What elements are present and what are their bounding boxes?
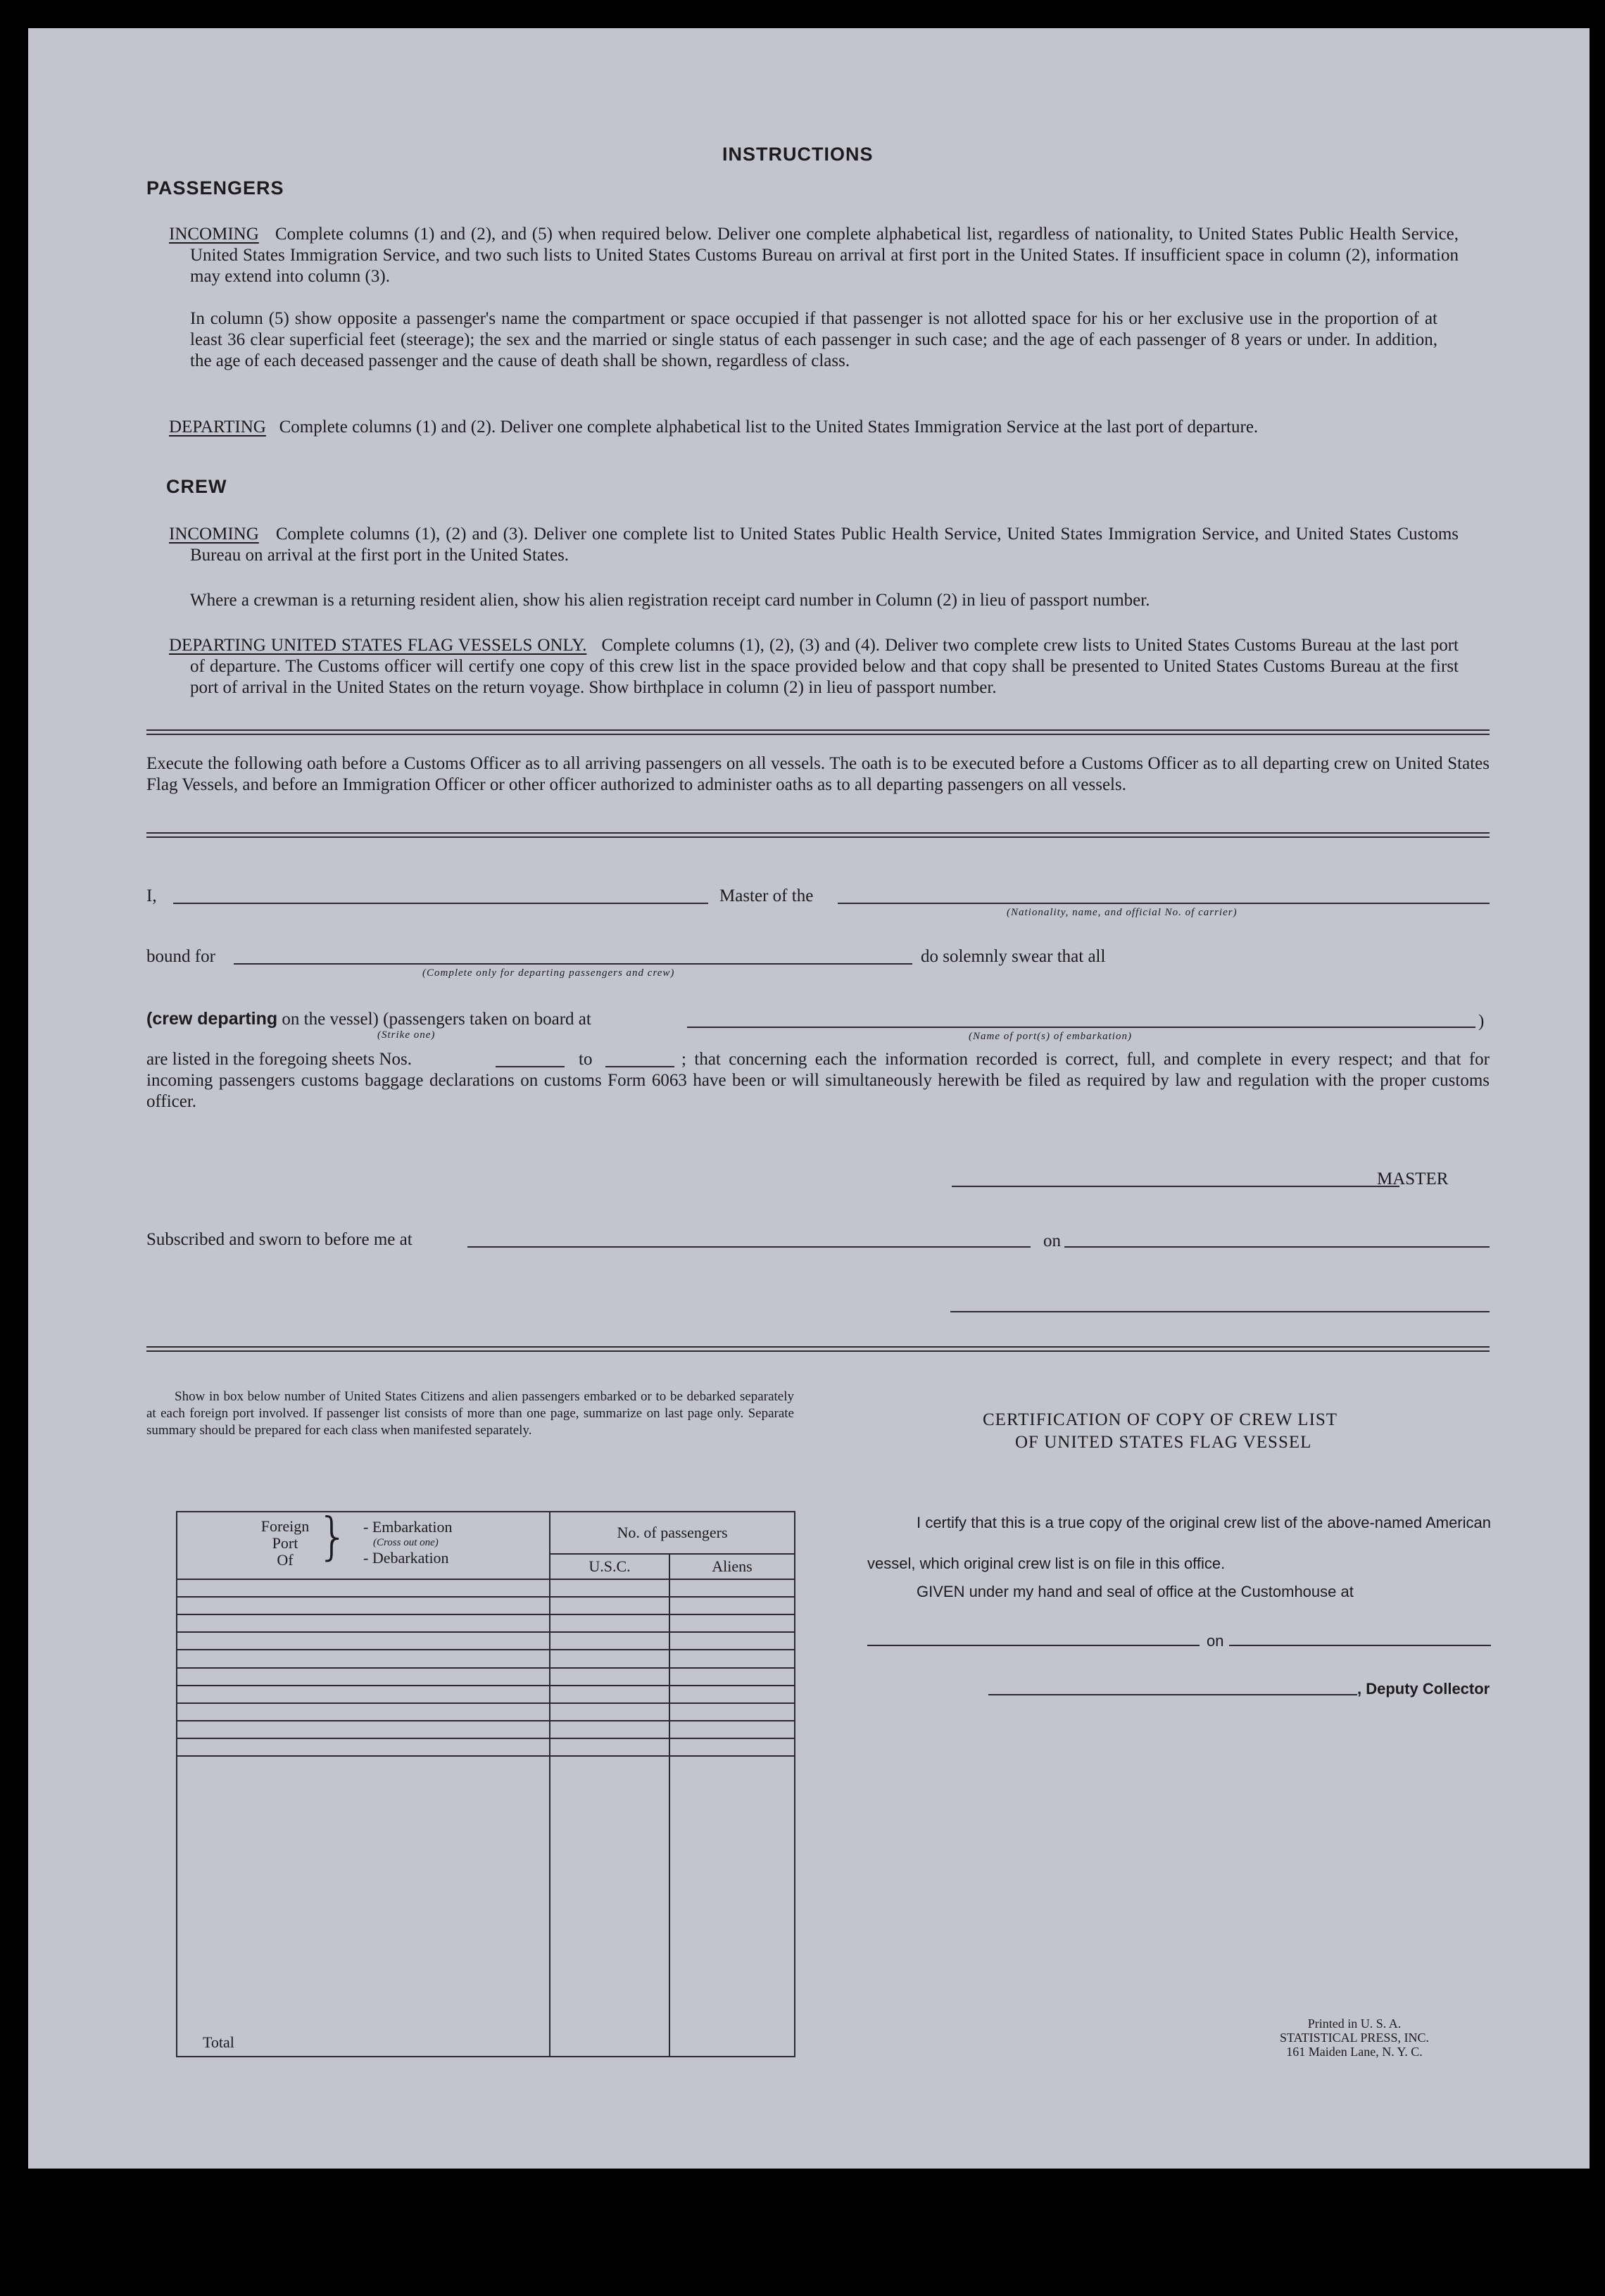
- cert-on-label: on: [1207, 1632, 1224, 1650]
- embarkation-label: - Embarkation: [363, 1518, 453, 1536]
- table-row[interactable]: [177, 1721, 795, 1738]
- deputy-collector-label: , Deputy Collector: [1357, 1680, 1490, 1698]
- table-header-row: [177, 1512, 795, 1554]
- certification-title-1: CERTIFICATION OF COPY OF CREW LIST: [983, 1410, 1338, 1429]
- table-total-row[interactable]: [177, 1756, 795, 2057]
- passengers-incoming-paragraph: [169, 224, 1459, 287]
- master-signature-line[interactable]: [952, 1186, 1399, 1187]
- crew-departing-paragraph: [169, 635, 1459, 698]
- passengers-heading: PASSENGERS: [146, 177, 284, 199]
- customhouse-line[interactable]: [867, 1645, 1200, 1646]
- printer-imprint: [1253, 2016, 1456, 2059]
- summary-note: Show in box below number of United States Citizens and alien passengers embarked or to be debarked separately at each foreign port involved. If passenger list consists of more than one page, summarize on last page only. Separate summary should be prepared for each class when manifested separately.: [146, 1389, 794, 1438]
- oath-intro: Execute the following oath before a Customs Officer as to all arriving passengers on all vessels. The oath is to be executed before a Customs Officer as to all departing crew on United States Flag Vessels, and before an Immigration Officer or other officer authorized to administer oaths as to all departing passengers on all vessels.: [146, 754, 1490, 794]
- divider: [146, 832, 1490, 838]
- table-row[interactable]: [177, 1597, 795, 1614]
- sworn-place-line[interactable]: [467, 1246, 1031, 1248]
- passengers-departing-text: Complete columns (1) and (2). Deliver one complete alphabetical list to the United States Immigration Service at the last port of departure.: [279, 418, 1259, 437]
- cert-date-line[interactable]: [1229, 1645, 1491, 1646]
- sworn-on-label: on: [1043, 1231, 1061, 1250]
- table-row[interactable]: [177, 1614, 795, 1632]
- foreign-port-header: [177, 1507, 550, 1579]
- officer-signature-line[interactable]: [950, 1311, 1490, 1312]
- crew-passengers-line: [146, 1008, 591, 1030]
- table-row[interactable]: [177, 1668, 795, 1686]
- given-text: GIVEN under my hand and seal of office at the Customhouse at: [917, 1583, 1354, 1600]
- carrier-line[interactable]: [838, 903, 1490, 904]
- divider: [146, 729, 1490, 735]
- crew-departing-option: (crew departing: [146, 1009, 278, 1029]
- cross-out-caption: (Cross out one): [373, 1537, 439, 1548]
- foreign-label: Foreign: [260, 1517, 310, 1535]
- certification-title-2: OF UNITED STATES FLAG VESSEL: [1015, 1433, 1312, 1452]
- crew-heading: CREW: [166, 476, 227, 497]
- passengers-incoming-label: INCOMING: [169, 225, 259, 244]
- printer-line-1: Printed in U. S. A.: [1307, 2016, 1402, 2031]
- listed-to-label: to: [579, 1050, 593, 1069]
- oath-i-label: I,: [146, 886, 157, 905]
- crew-departing-label: DEPARTING UNITED STATES FLAG VESSELS ONLY.: [169, 636, 587, 655]
- table-row[interactable]: [177, 1650, 795, 1667]
- crew-incoming-paragraph: [169, 524, 1459, 566]
- form-sheet: [28, 28, 1590, 2169]
- crew-incoming-label: INCOMING: [169, 525, 259, 544]
- of-label: Of: [277, 1551, 294, 1569]
- printer-line-2: STATISTICAL PRESS, INC.: [1280, 2031, 1429, 2045]
- passenger-summary-table: [176, 1507, 795, 2057]
- passengers-departing-paragraph: [169, 417, 1459, 438]
- carrier-caption: (Nationality, name, and official No. of carrier): [1007, 907, 1238, 918]
- table-row[interactable]: [177, 1579, 795, 1597]
- table-row[interactable]: [177, 1703, 795, 1721]
- aliens-header: Aliens: [669, 1554, 795, 1579]
- bound-for-line[interactable]: [234, 963, 912, 965]
- debarkation-label: - Debarkation: [363, 1549, 449, 1567]
- crew-departing-text: Complete columns (1), (2), (3) and (4). Deliver two complete crew lists to United States Customs Bureau at the last port of departure. The Customs officer will certify one copy of this crew list in the space provided below and that copy shall be presented to United States Customs Bureau at the first port of arrival in the United States on the return voyage. Show birthplace in column (2) in lieu of passport number.: [190, 636, 1459, 697]
- table-row[interactable]: [177, 1686, 795, 1703]
- passengers-incoming-text: Complete columns (1) and (2), and (5) when required below. Deliver one complete alphabetical list, regardless of nationality, to United States Public Health Service, United States Immigration Service, and two such lists to United States Customs Bureau on arrival at first port in the United States. If insufficient space in column (2), information may extend into column (3).: [190, 225, 1459, 286]
- bound-for-caption: (Complete only for departing passengers and crew): [422, 967, 675, 979]
- usc-header: U.S.C.: [550, 1554, 669, 1579]
- close-paren: ): [1478, 1012, 1485, 1031]
- strike-one-caption: (Strike one): [377, 1029, 436, 1041]
- ports-caption: (Name of port(s) of embarkation): [969, 1031, 1132, 1042]
- table-row[interactable]: [177, 1632, 795, 1650]
- embarkation-ports-line[interactable]: [687, 1027, 1475, 1028]
- master-name-line[interactable]: [173, 903, 708, 904]
- swear-label: do solemnly swear that all: [921, 947, 1106, 966]
- total-label: Total: [177, 1756, 550, 2057]
- brace-icon: }: [317, 1507, 349, 1566]
- master-of-the-label: Master of the: [719, 886, 814, 905]
- crew-resident-paragraph: Where a crewman is a returning resident alien, show his alien registration receipt card number in Column (2) in lieu of passport number.: [190, 591, 1150, 610]
- deputy-signature-line[interactable]: [988, 1694, 1357, 1695]
- sworn-date-line[interactable]: [1064, 1246, 1490, 1248]
- table-row[interactable]: [177, 1738, 795, 1756]
- passengers-column5-paragraph: In column (5) show opposite a passenger's name the compartment or space occupied if that passenger is not allotted space for his or her exclusive use in the proportion of at least 36 clear superficial feet (steerage); the sex and the married or single status of each passenger in such case; and the age of each passenger of 8 years or under. In addition, the age of each deceased passenger and the cause of death shall be shown, regardless of class.: [190, 309, 1437, 370]
- bound-for-label: bound for: [146, 947, 215, 966]
- listed-sheets-label: are listed in the foregoing sheets Nos.: [146, 1050, 412, 1069]
- on-vessel-text: on the vessel): [282, 1010, 379, 1029]
- printer-line-3: 161 Maiden Lane, N. Y. C.: [1286, 2045, 1423, 2059]
- master-label: MASTER: [1377, 1169, 1449, 1188]
- listed-sheets-text: ; that concerning each the information recorded is correct, full, and complete in every respect; and that for incoming passengers customs baggage declarations on customs Form 6063 have been or will simultaneously herewith be filed as required by law and regulation with the proper customs officer.: [146, 1050, 1490, 1111]
- port-label: Port: [272, 1534, 298, 1552]
- divider: [146, 1346, 1490, 1352]
- no-passengers-header: No. of passengers: [550, 1512, 795, 1554]
- certify-text: I certify that this is a true copy of the original crew list of the above-named American vessel, which original crew list is on file in this office.: [867, 1514, 1491, 1572]
- page-title: INSTRUCTIONS: [722, 144, 874, 165]
- passengers-taken-text: (passengers taken on board at: [383, 1010, 591, 1029]
- passengers-departing-label: DEPARTING: [169, 418, 266, 437]
- subscribed-label: Subscribed and sworn to before me at: [146, 1230, 413, 1249]
- crew-incoming-text: Complete columns (1), (2) and (3). Deliver one complete list to United States Public Health Service, United States Immigration Service, and United States Customs Bureau on arrival at the first port in the United States.: [190, 525, 1459, 565]
